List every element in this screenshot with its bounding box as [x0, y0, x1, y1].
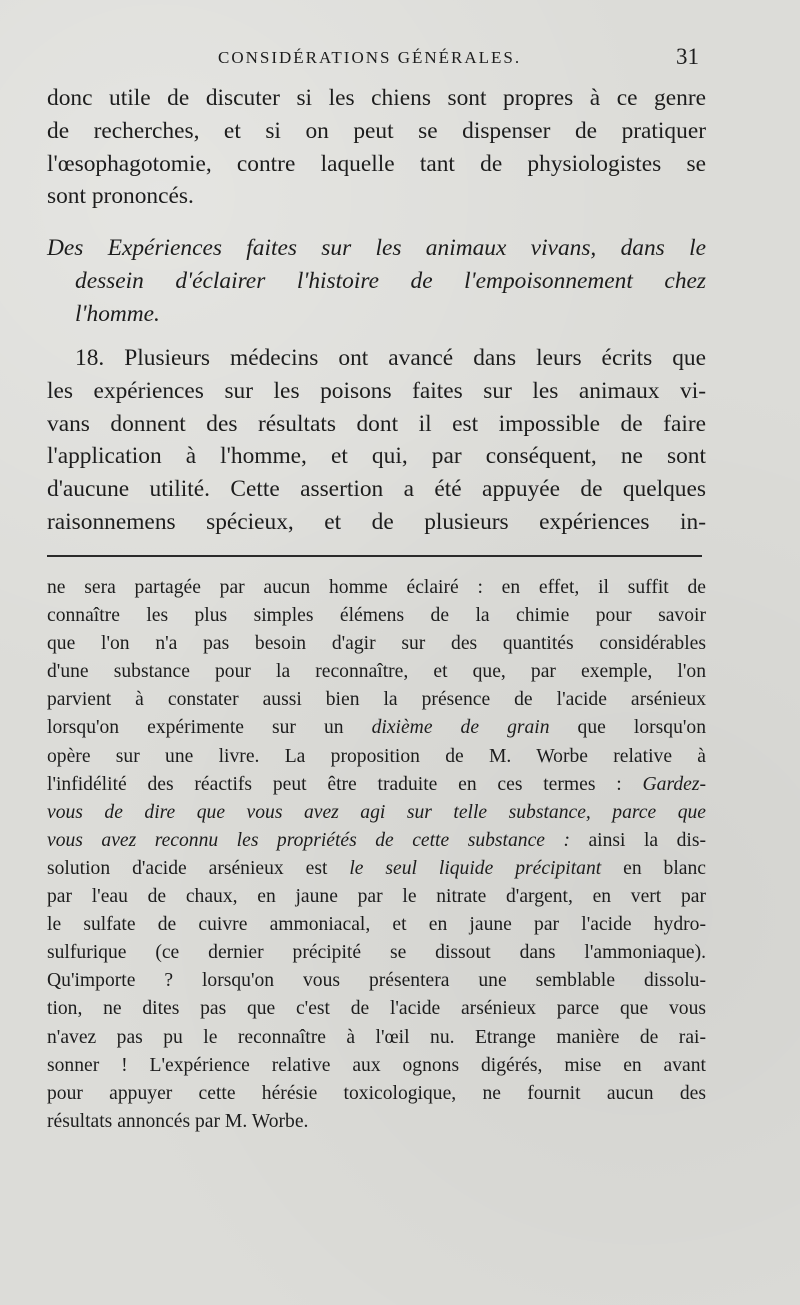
footnote-line: opère sur une livre. La proposition de M. Worbe relative à — [47, 745, 706, 767]
footnote-line: sonner ! L'expérience relative aux ognons digérés, mise en avant — [47, 1054, 706, 1076]
footnote-italic: vous avez reconnu les propriétés de cette substance : — [47, 829, 570, 851]
footnote-line: n'avez pas pu le reconnaître à l'œil nu. Etrange manière de rai- — [47, 1026, 706, 1048]
footnote-text: ainsi la dis- — [569, 829, 706, 851]
footnote-italic: le seul liquide précipitant — [349, 857, 602, 879]
footnote-line: d'une substance pour la reconnaître, et que, par exemple, l'on — [47, 661, 706, 683]
section-heading — [47, 232, 706, 330]
footnote-line: sulfurique (ce dernier précipité se dissout dans l'ammoniaque). — [47, 942, 706, 964]
heading-line: l'homme. — [75, 300, 160, 327]
paragraph-18 — [47, 342, 706, 539]
footnote-line: résultats annoncés par M. Worbe. — [47, 1110, 309, 1132]
text-line: l'application à l'homme, et qui, par conséquent, ne sont — [47, 443, 706, 470]
text-line: donc utile de discuter si les chiens sont propres à ce genre — [47, 85, 706, 111]
footnote-line: par l'eau de chaux, en jaune par le nitrate d'argent, en vert par — [47, 886, 706, 908]
footnote-text: en blanc — [601, 857, 706, 879]
footnote-line: le sulfate de cuivre ammoniacal, et en jaune par l'acide hydro- — [47, 914, 706, 936]
footnote-line: que l'on n'a pas besoin d'agir sur des quantités considérables — [47, 633, 706, 655]
text-line: d'aucune utilité. Cette assertion a été appuyée de quelques — [47, 476, 706, 503]
text-line: 18. Plusieurs médecins ont avancé dans leurs écrits que — [75, 345, 706, 371]
text-line: vans donnent des résultats dont il est impossible de faire — [47, 410, 706, 437]
footnote-line — [47, 714, 706, 742]
footnote-text: que lorsqu'on — [549, 717, 706, 739]
footnote-line: parvient à constater aussi bien la présence de l'acide arsénieux — [47, 689, 706, 711]
footnote-italic: vous de dire que vous avez agi sur telle substance, parce que — [47, 801, 706, 823]
footnote-italic: dixième de grain — [371, 717, 550, 739]
footnote-text: l'infidélité des réactifs peut être traduite en ces termes : — [47, 773, 643, 795]
footnote-line — [47, 771, 706, 799]
heading-line: Des Expériences faites sur les animaux vivans, dans le — [47, 235, 706, 261]
heading-line: dessein d'éclairer l'histoire de l'empoisonnement chez — [75, 267, 706, 294]
footnote-text: solution d'acide arsénieux est — [47, 857, 350, 879]
footnote-line: Qu'importe ? lorsqu'on vous présentera une semblable dissolu- — [47, 970, 706, 992]
footnote-line: ne sera partagée par aucun homme éclairé : en effet, il suffit de — [47, 577, 706, 598]
footnote-italic: Gardez- — [642, 773, 706, 795]
footnote-divider — [47, 555, 702, 557]
footnote-line: pour appuyer cette hérésie toxicologique, ne fournit aucun des — [47, 1082, 706, 1104]
running-head: CONSIDÉRATIONS GÉNÉRALES. — [218, 48, 522, 67]
footnote-text: lorsqu'on expérimente sur un — [47, 717, 372, 739]
text-line: de recherches, et si on peut se dispenser de pratiquer — [47, 117, 706, 144]
footnote-line: connaître les plus simples élémens de la chimie pour savoir — [47, 605, 706, 627]
footnote — [47, 574, 706, 1136]
text-line: l'œsophagotomie, contre laquelle tant de physiologistes se — [47, 150, 706, 177]
text-line: raisonnemens spécieux, et de plusieurs expériences in- — [47, 508, 706, 535]
footnote-line: tion, ne dites pas que c'est de l'acide arsénieux parce que vous — [47, 998, 706, 1020]
text-line: les expériences sur les poisons faites sur les animaux vi- — [47, 377, 706, 404]
footnote-line — [47, 855, 706, 883]
footnote-line — [47, 799, 706, 827]
footnote-line — [47, 827, 706, 855]
paragraph-continuation — [47, 82, 706, 213]
text-line: sont prononcés. — [47, 183, 194, 210]
page-number: 31 — [676, 44, 699, 69]
